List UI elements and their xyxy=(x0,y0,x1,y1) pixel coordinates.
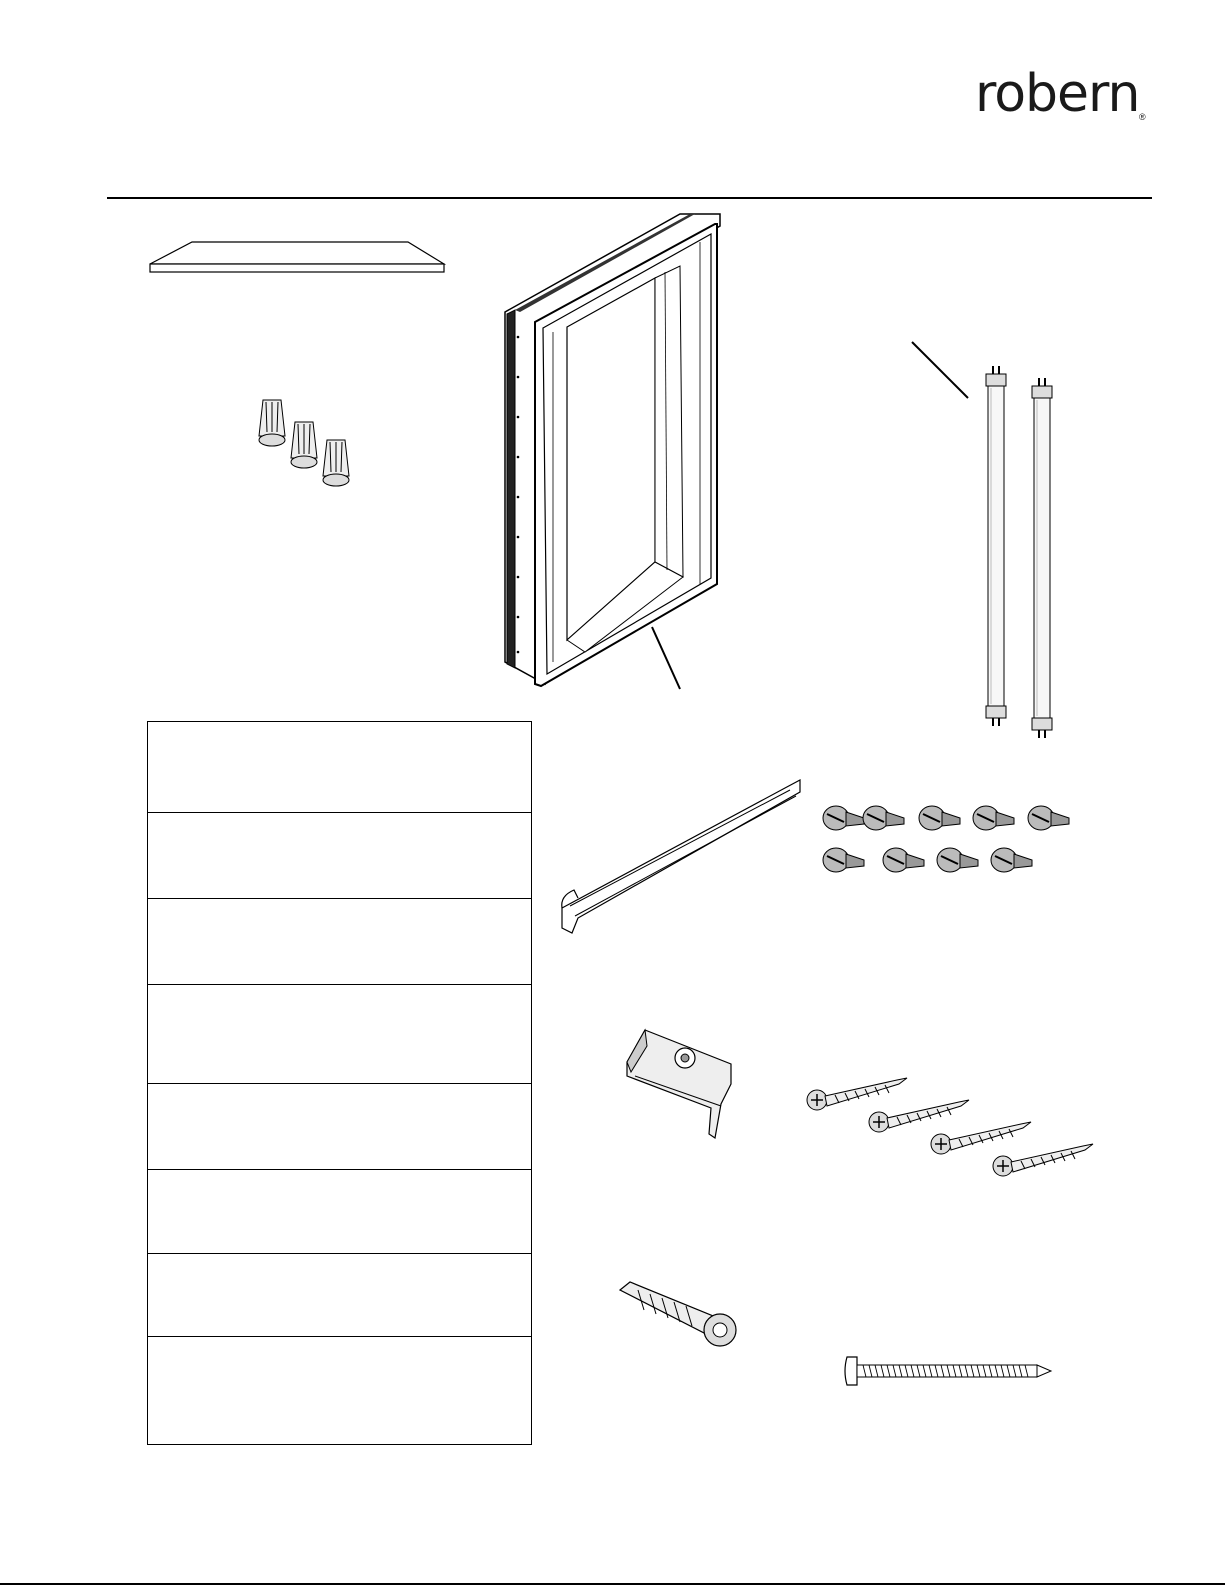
cabinet-body-illustration xyxy=(505,212,745,692)
wall-anchor-illustration xyxy=(618,1278,748,1358)
wire-nuts-illustration xyxy=(255,398,365,498)
wood-screws-illustration xyxy=(805,1078,1105,1188)
parts-row-6 xyxy=(148,1170,531,1254)
wire-nut-2 xyxy=(291,422,317,468)
wire-nut-3 xyxy=(323,440,349,486)
parts-row-5 xyxy=(148,1084,531,1170)
parts-row-2 xyxy=(148,813,531,899)
parts-row-4 xyxy=(148,985,531,1084)
parts-row-7 xyxy=(148,1254,531,1337)
parts-row-8 xyxy=(148,1337,531,1446)
tube-leader-line xyxy=(910,340,970,400)
parts-row-1 xyxy=(148,722,531,813)
mounting-clip-illustration xyxy=(625,1026,755,1146)
cabinet-leader-line xyxy=(650,625,690,695)
wood-screw xyxy=(807,1078,907,1110)
machine-screw-illustration xyxy=(845,1353,1055,1389)
hex-head-screws-illustration xyxy=(820,800,1080,900)
logo-text: robern xyxy=(975,64,1140,124)
shelf-illustration xyxy=(148,238,448,278)
hex-screw xyxy=(823,806,864,830)
tube-1 xyxy=(986,366,1006,726)
parts-table xyxy=(147,721,532,1445)
fluorescent-tubes-illustration xyxy=(982,364,1052,744)
robern-logo xyxy=(975,64,1155,132)
wire-nut-1 xyxy=(259,400,285,446)
tube-2 xyxy=(1032,378,1052,738)
registered-mark: ® xyxy=(1139,112,1146,122)
header-divider xyxy=(107,197,1152,199)
parts-row-3 xyxy=(148,899,531,985)
mounting-rail-illustration xyxy=(560,778,810,938)
